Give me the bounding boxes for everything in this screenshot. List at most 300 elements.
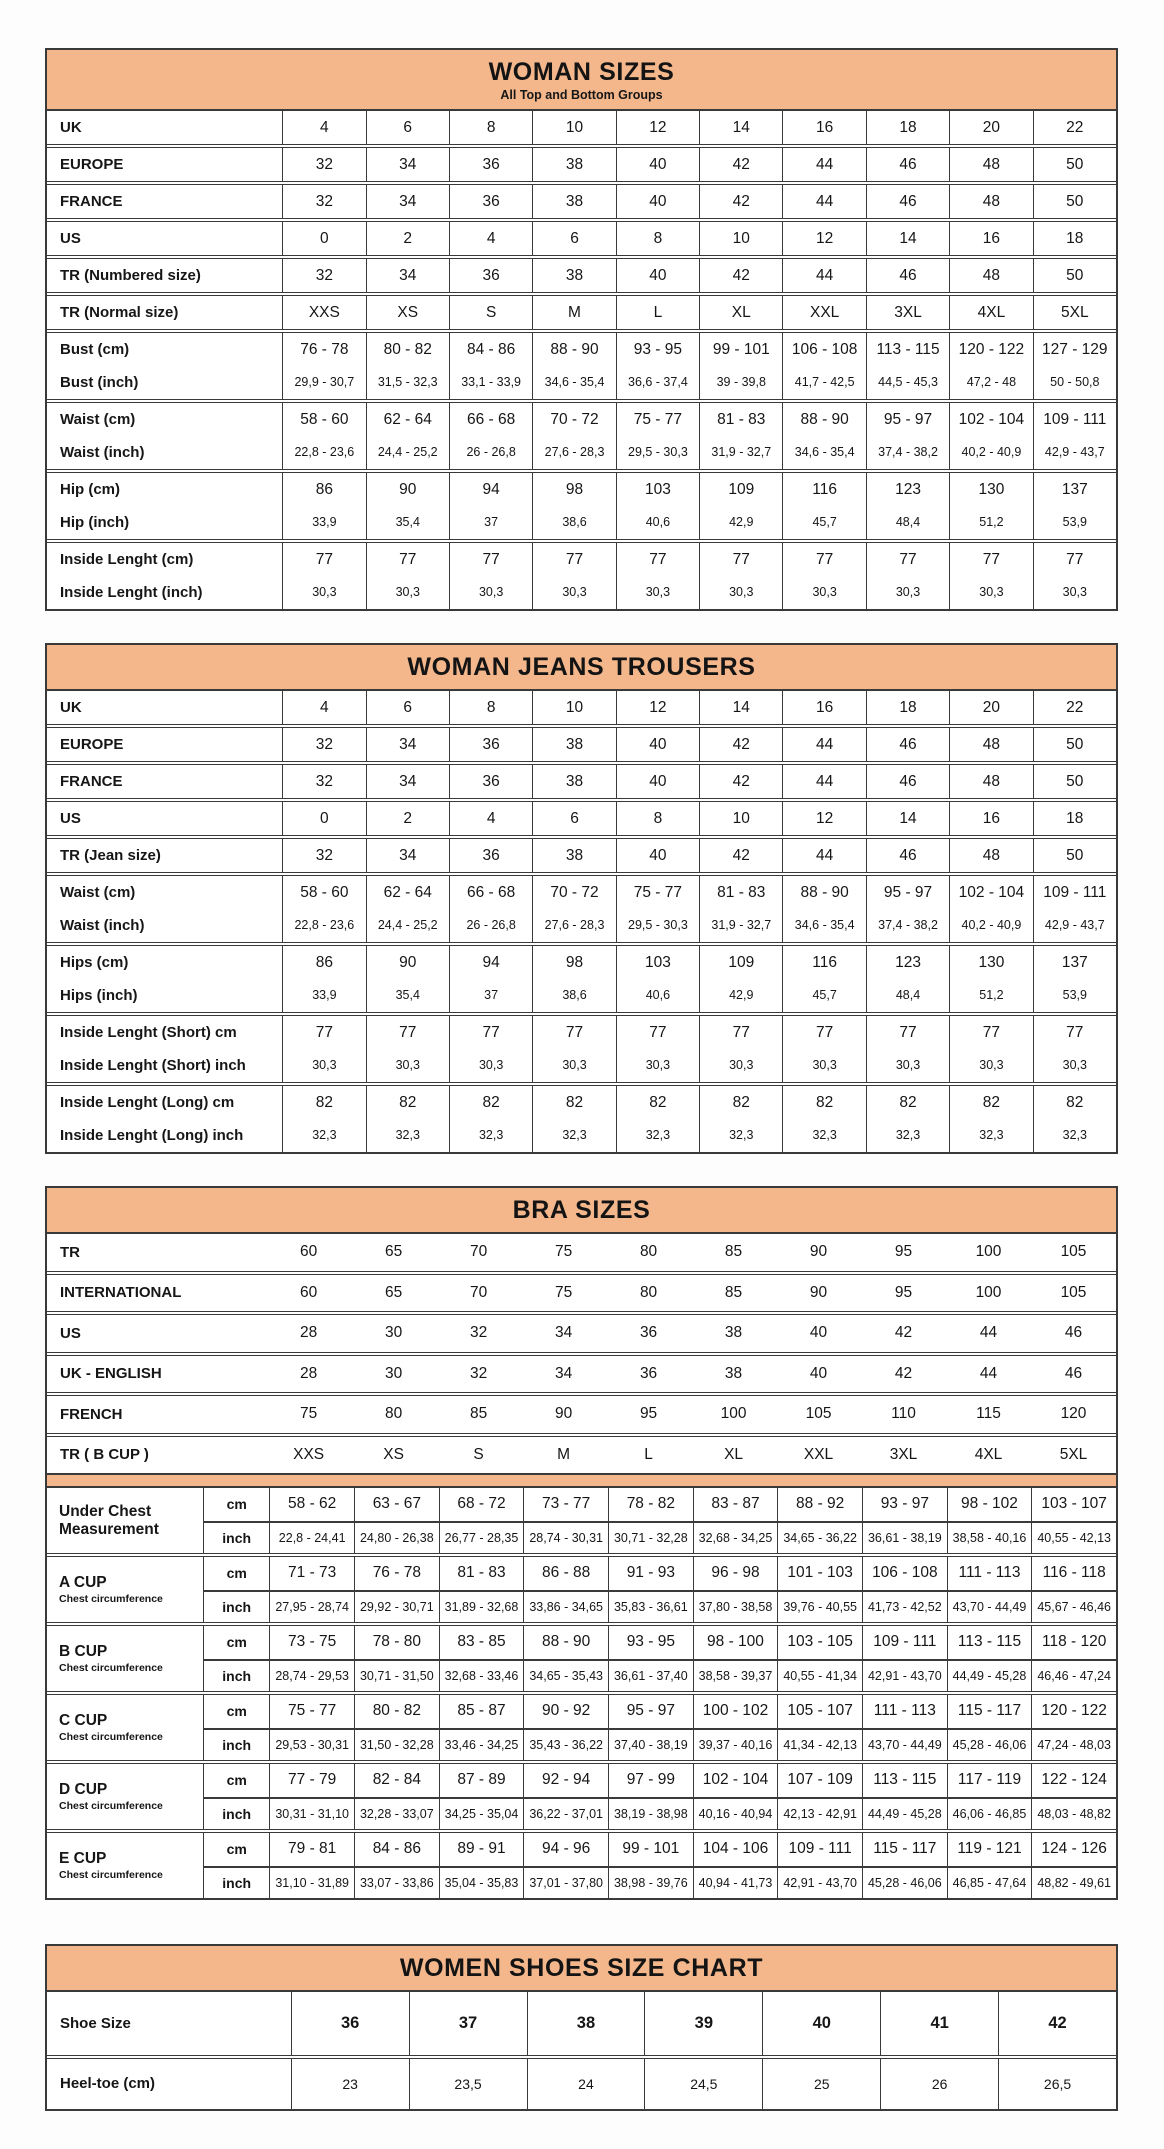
size-value-cell: 115 bbox=[976, 1405, 1001, 1423]
size-value-cell: 0 bbox=[282, 222, 365, 255]
row-group bbox=[47, 1433, 1116, 1474]
size-value-cell: 40 bbox=[616, 728, 699, 761]
size-value-cell: 103 - 105 bbox=[777, 1626, 862, 1659]
size-value-cell: 16 bbox=[949, 222, 1032, 255]
size-value-cell: 36 bbox=[449, 259, 532, 292]
size-value-cell: 70 bbox=[469, 1243, 488, 1261]
size-value-cell: 42,9 bbox=[699, 506, 782, 539]
size-value-cell: 76 - 78 bbox=[282, 333, 365, 366]
size-value-cell: 37,4 - 38,2 bbox=[866, 909, 949, 942]
size-value-cell: 43,70 - 44,49 bbox=[862, 1728, 947, 1761]
size-value-cell: 29,5 - 30,3 bbox=[616, 436, 699, 469]
size-value-cell: 118 - 120 bbox=[1031, 1626, 1116, 1659]
size-value-cell: 66 - 68 bbox=[449, 876, 532, 909]
size-value-cell: 105 bbox=[1060, 1283, 1087, 1301]
row-label: Inside Lenght (inch) bbox=[60, 583, 203, 601]
size-value-cell: 82 bbox=[1033, 1086, 1116, 1119]
size-value-cell: 93 - 95 bbox=[608, 1626, 693, 1659]
size-chart-page bbox=[45, 48, 1118, 2111]
size-value-cell: 23 bbox=[291, 2059, 409, 2109]
unit-label: cm bbox=[203, 1695, 269, 1728]
row-group bbox=[47, 1392, 1116, 1433]
size-value-cell: 90 bbox=[366, 473, 449, 506]
size-value-cell: 38 bbox=[724, 1324, 743, 1342]
size-value-cell: 82 bbox=[282, 1086, 365, 1119]
row-group bbox=[47, 1352, 1116, 1393]
size-value-cell: 45,28 - 46,06 bbox=[862, 1866, 947, 1899]
size-value-cell: 6 bbox=[366, 691, 449, 724]
size-value-cell: 18 bbox=[1033, 222, 1116, 255]
table-banner bbox=[47, 1188, 1116, 1234]
size-value-cell: 32,3 bbox=[866, 1119, 949, 1152]
size-value-cell: 30,3 bbox=[949, 576, 1032, 609]
row-label: Waist (inch) bbox=[60, 443, 145, 461]
cup-row-group bbox=[47, 1691, 1116, 1760]
row-label: TR bbox=[60, 1243, 80, 1261]
size-value-cell: 77 bbox=[699, 543, 782, 576]
size-value-cell: 36,61 - 37,40 bbox=[608, 1659, 693, 1692]
size-value-cell: 77 bbox=[366, 1016, 449, 1049]
cup-sublabel: Chest circumference bbox=[59, 1661, 163, 1674]
size-value-cell: 36 bbox=[291, 1992, 409, 2055]
size-value-cell: 51,2 bbox=[949, 979, 1032, 1012]
size-value-cell: 43,70 - 44,49 bbox=[947, 1590, 1032, 1623]
size-value-cell: 44 bbox=[782, 148, 865, 181]
size-value-cell: 40,16 - 40,94 bbox=[693, 1797, 778, 1830]
size-value-cell: 33,9 bbox=[282, 506, 365, 539]
size-value-cell: 105 - 107 bbox=[777, 1695, 862, 1728]
size-value-cell: 79 - 81 bbox=[269, 1833, 354, 1866]
cup-label-cell bbox=[47, 1557, 203, 1622]
size-value-cell: 47,24 - 48,03 bbox=[1031, 1728, 1116, 1761]
size-value-cell: 30,3 bbox=[699, 576, 782, 609]
size-value-cell: 99 - 101 bbox=[608, 1833, 693, 1866]
size-value-cell: 37,4 - 38,2 bbox=[866, 436, 949, 469]
cup-label-cell bbox=[47, 1626, 203, 1691]
cup-row-group bbox=[47, 1760, 1116, 1829]
size-value-cell: 41,73 - 42,52 bbox=[862, 1590, 947, 1623]
size-value-cell: 75 bbox=[554, 1243, 573, 1261]
size-value-cell: 85 bbox=[724, 1283, 743, 1301]
row-label: US bbox=[60, 229, 81, 247]
size-value-cell: 104 - 106 bbox=[693, 1833, 778, 1866]
size-value-cell: 85 - 87 bbox=[439, 1695, 524, 1728]
size-value-cell: 30 bbox=[384, 1364, 403, 1382]
size-value-cell: 37,01 - 37,80 bbox=[523, 1866, 608, 1899]
size-value-cell: 34 bbox=[554, 1324, 573, 1342]
size-value-cell: 12 bbox=[616, 691, 699, 724]
size-value-cell: 96 - 98 bbox=[693, 1557, 778, 1590]
size-value-cell: 2 bbox=[366, 222, 449, 255]
size-value-cell: 32,3 bbox=[532, 1119, 615, 1152]
size-value-cell: 40,94 - 41,73 bbox=[693, 1866, 778, 1899]
size-value-cell: 50 - 50,8 bbox=[1033, 366, 1116, 399]
size-value-cell: 38 bbox=[527, 1992, 645, 2055]
size-value-cell: 85 bbox=[469, 1405, 488, 1423]
size-value-cell: 40,2 - 40,9 bbox=[949, 436, 1032, 469]
row-label: Inside Lenght (cm) bbox=[60, 550, 194, 568]
size-value-cell: 115 - 117 bbox=[862, 1833, 947, 1866]
table-banner bbox=[47, 645, 1116, 691]
size-value-cell: 88 - 90 bbox=[782, 876, 865, 909]
unit-label: inch bbox=[203, 1590, 269, 1623]
row-group bbox=[47, 872, 1116, 942]
unit-label: cm bbox=[203, 1626, 269, 1659]
row-label: TR (Numbered size) bbox=[60, 266, 201, 284]
size-value-cell: 38 bbox=[532, 765, 615, 798]
row-group bbox=[47, 111, 1116, 144]
size-value-cell: 77 - 79 bbox=[269, 1764, 354, 1797]
row-label: UK bbox=[60, 118, 82, 136]
size-value-cell: 44 bbox=[782, 728, 865, 761]
row-label: FRANCE bbox=[60, 192, 123, 210]
size-value-cell: 18 bbox=[866, 111, 949, 144]
size-value-cell: 40 bbox=[616, 185, 699, 218]
row-group bbox=[47, 761, 1116, 798]
cup-label: D CUP bbox=[59, 1781, 108, 1799]
size-value-cell: 34 bbox=[366, 765, 449, 798]
size-value-cell: 44 bbox=[782, 185, 865, 218]
size-value-cell: 60 bbox=[300, 1283, 318, 1301]
size-value-cell: 50 bbox=[1033, 728, 1116, 761]
size-value-cell: 127 - 129 bbox=[1033, 333, 1116, 366]
size-value-cell: 36 bbox=[639, 1324, 658, 1342]
size-value-cell: 30,3 bbox=[449, 576, 532, 609]
unit-label: inch bbox=[203, 1521, 269, 1554]
size-value-cell: 77 bbox=[866, 543, 949, 576]
unit-label: inch bbox=[203, 1797, 269, 1830]
size-value-cell: 46 bbox=[866, 839, 949, 872]
size-value-cell: 77 bbox=[782, 543, 865, 576]
size-value-cell: 83 - 87 bbox=[693, 1488, 778, 1521]
size-value-cell: 97 - 99 bbox=[608, 1764, 693, 1797]
size-value-cell: 103 - 107 bbox=[1031, 1488, 1116, 1521]
size-value-cell: 116 bbox=[782, 473, 865, 506]
cup-sublabel: Chest circumference bbox=[59, 1730, 163, 1743]
unit-label: cm bbox=[203, 1764, 269, 1797]
size-value-cell: 5XL bbox=[1033, 296, 1116, 329]
size-value-cell: 48 bbox=[949, 728, 1032, 761]
size-value-cell: 4 bbox=[282, 691, 365, 724]
size-value-cell: 46,46 - 47,24 bbox=[1031, 1659, 1116, 1692]
row-label: Hip (cm) bbox=[60, 480, 120, 498]
size-value-cell: 50 bbox=[1033, 765, 1116, 798]
size-value-cell: 32 bbox=[282, 259, 365, 292]
size-value-cell: 113 - 115 bbox=[862, 1764, 947, 1797]
size-value-cell: 29,92 - 30,71 bbox=[354, 1590, 439, 1623]
size-value-cell: 27,95 - 28,74 bbox=[269, 1590, 354, 1623]
size-value-cell: XL bbox=[724, 1445, 744, 1463]
size-value-cell: 123 bbox=[866, 473, 949, 506]
table-title: BRA SIZES bbox=[512, 1196, 651, 1224]
size-value-cell: 33,07 - 33,86 bbox=[354, 1866, 439, 1899]
size-value-cell: 38 bbox=[532, 185, 615, 218]
size-value-cell: 106 - 108 bbox=[782, 333, 865, 366]
size-value-cell: 29,5 - 30,3 bbox=[616, 909, 699, 942]
size-value-cell: M bbox=[557, 1445, 571, 1463]
size-value-cell: 95 bbox=[639, 1405, 658, 1423]
size-value-cell: 40 bbox=[616, 148, 699, 181]
size-value-cell: 48,4 bbox=[866, 506, 949, 539]
row-group bbox=[47, 1082, 1116, 1152]
size-value-cell: 0 bbox=[282, 802, 365, 835]
size-value-cell: 42,9 - 43,7 bbox=[1033, 436, 1116, 469]
cup-label-cell bbox=[47, 1695, 203, 1760]
size-value-cell: 45,67 - 46,46 bbox=[1031, 1590, 1116, 1623]
size-value-cell: 36,22 - 37,01 bbox=[523, 1797, 608, 1830]
size-value-cell: 40,55 - 41,34 bbox=[777, 1659, 862, 1692]
size-value-cell: 70 bbox=[469, 1283, 488, 1301]
size-value-cell: 84 - 86 bbox=[354, 1833, 439, 1866]
size-value-cell: 20 bbox=[949, 111, 1032, 144]
row-label: FRANCE bbox=[60, 772, 123, 790]
table-subtitle: All Top and Bottom Groups bbox=[500, 88, 663, 102]
size-value-cell: 95 - 97 bbox=[608, 1695, 693, 1728]
row-label: UK - ENGLISH bbox=[60, 1365, 162, 1383]
size-value-cell: S bbox=[449, 296, 532, 329]
size-value-cell: 65 bbox=[384, 1243, 403, 1261]
size-value-cell: 35,04 - 35,83 bbox=[439, 1866, 524, 1899]
row-label: TR ( B CUP ) bbox=[60, 1446, 149, 1464]
size-value-cell: 53,9 bbox=[1033, 506, 1116, 539]
size-value-cell: 14 bbox=[699, 691, 782, 724]
size-value-cell: 32,3 bbox=[1033, 1119, 1116, 1152]
row-label: Heel-toe (cm) bbox=[60, 2075, 156, 2093]
size-value-cell: 44,49 - 45,28 bbox=[947, 1659, 1032, 1692]
size-value-cell: 26,77 - 28,35 bbox=[439, 1521, 524, 1554]
cup-label: C CUP bbox=[59, 1712, 108, 1730]
size-value-cell: 34,6 - 35,4 bbox=[782, 436, 865, 469]
size-value-cell: 117 - 119 bbox=[947, 1764, 1032, 1797]
row-group bbox=[47, 329, 1116, 399]
size-value-cell: 42,9 bbox=[699, 979, 782, 1012]
size-value-cell: 22 bbox=[1033, 691, 1116, 724]
unit-label: cm bbox=[203, 1557, 269, 1590]
size-value-cell: 36 bbox=[449, 148, 532, 181]
size-value-cell: 32 bbox=[282, 728, 365, 761]
size-value-cell: 32,3 bbox=[699, 1119, 782, 1152]
size-value-cell: 31,10 - 31,89 bbox=[269, 1866, 354, 1899]
unit-label: inch bbox=[203, 1728, 269, 1761]
size-value-cell: 37,80 - 38,58 bbox=[693, 1590, 778, 1623]
size-value-cell: 38 bbox=[532, 148, 615, 181]
row-label: EUROPE bbox=[60, 155, 124, 173]
size-value-cell: 40 bbox=[616, 765, 699, 798]
size-value-cell: 100 bbox=[975, 1243, 1002, 1261]
size-value-cell: 44,5 - 45,3 bbox=[866, 366, 949, 399]
size-value-cell: 94 bbox=[449, 946, 532, 979]
size-value-cell: 36 bbox=[639, 1364, 658, 1382]
size-value-cell: 18 bbox=[866, 691, 949, 724]
row-group bbox=[47, 144, 1116, 181]
size-value-cell: 88 - 92 bbox=[777, 1488, 862, 1521]
size-value-cell: 30,31 - 31,10 bbox=[269, 1797, 354, 1830]
size-value-cell: 71 - 73 bbox=[269, 1557, 354, 1590]
size-value-cell: 110 bbox=[891, 1405, 916, 1423]
women-shoes-size-chart-table bbox=[45, 1944, 1118, 2111]
size-value-cell: 78 - 80 bbox=[354, 1626, 439, 1659]
size-value-cell: 98 bbox=[532, 946, 615, 979]
size-value-cell: 2 bbox=[366, 802, 449, 835]
size-value-cell: 30,3 bbox=[699, 1049, 782, 1082]
size-value-cell: 41 bbox=[880, 1992, 998, 2055]
size-value-cell: 28,74 - 29,53 bbox=[269, 1659, 354, 1692]
size-value-cell: 58 - 62 bbox=[269, 1488, 354, 1521]
size-value-cell: 30,3 bbox=[282, 1049, 365, 1082]
table-title: WOMAN JEANS TROUSERS bbox=[407, 653, 756, 681]
row-label: Hips (cm) bbox=[60, 953, 129, 971]
size-value-cell: 30,3 bbox=[782, 1049, 865, 1082]
size-value-cell: 12 bbox=[616, 111, 699, 144]
row-group bbox=[47, 292, 1116, 329]
size-value-cell: 90 - 92 bbox=[523, 1695, 608, 1728]
row-label: Inside Lenght (Long) cm bbox=[60, 1093, 235, 1111]
row-label: Waist (cm) bbox=[60, 410, 136, 428]
row-label: Hip (inch) bbox=[60, 513, 130, 531]
size-value-cell: 36 bbox=[449, 765, 532, 798]
size-value-cell: 63 - 67 bbox=[354, 1488, 439, 1521]
size-value-cell: 46 bbox=[866, 765, 949, 798]
size-value-cell: 24,5 bbox=[644, 2059, 762, 2109]
size-value-cell: 48,4 bbox=[866, 979, 949, 1012]
cup-label: Under Chest Measurement bbox=[59, 1502, 159, 1538]
size-value-cell: 77 bbox=[449, 543, 532, 576]
size-value-cell: 77 bbox=[1033, 543, 1116, 576]
size-value-cell: 88 - 90 bbox=[532, 333, 615, 366]
size-value-cell: 38,6 bbox=[532, 506, 615, 539]
size-value-cell: 46 bbox=[1064, 1324, 1083, 1342]
size-value-cell: 37 bbox=[449, 506, 532, 539]
row-label: EUROPE bbox=[60, 735, 124, 753]
size-value-cell: 86 bbox=[282, 473, 365, 506]
size-value-cell: 40 bbox=[809, 1364, 828, 1382]
size-value-cell: 46,06 - 46,85 bbox=[947, 1797, 1032, 1830]
size-value-cell: 77 bbox=[282, 543, 365, 576]
size-value-cell: 42 bbox=[699, 765, 782, 798]
size-value-cell: 38 bbox=[724, 1364, 743, 1382]
size-value-cell: 68 - 72 bbox=[439, 1488, 524, 1521]
size-value-cell: 77 bbox=[532, 1016, 615, 1049]
size-value-cell: 77 bbox=[949, 543, 1032, 576]
size-value-cell: 30,3 bbox=[449, 1049, 532, 1082]
size-value-cell: 30,3 bbox=[1033, 1049, 1116, 1082]
size-value-cell: 44 bbox=[782, 839, 865, 872]
size-value-cell: 76 - 78 bbox=[354, 1557, 439, 1590]
row-label: UK bbox=[60, 698, 82, 716]
size-value-cell: 80 - 82 bbox=[366, 333, 449, 366]
size-value-cell: 50 bbox=[1033, 185, 1116, 218]
size-value-cell: 42 bbox=[699, 148, 782, 181]
size-value-cell: 45,7 bbox=[782, 506, 865, 539]
size-value-cell: 6 bbox=[366, 111, 449, 144]
size-value-cell: 102 - 104 bbox=[693, 1764, 778, 1797]
size-value-cell: 46 bbox=[866, 728, 949, 761]
size-value-cell: 20 bbox=[949, 691, 1032, 724]
size-value-cell: 115 - 117 bbox=[947, 1695, 1032, 1728]
size-value-cell: 22,8 - 23,6 bbox=[282, 436, 365, 469]
cup-label-cell bbox=[47, 1833, 203, 1898]
table-title: WOMEN SHOES SIZE CHART bbox=[399, 1954, 764, 1982]
size-value-cell: 14 bbox=[866, 802, 949, 835]
size-value-cell: 36 bbox=[449, 839, 532, 872]
size-value-cell: 83 - 85 bbox=[439, 1626, 524, 1659]
size-value-cell: 34,25 - 35,04 bbox=[439, 1797, 524, 1830]
size-value-cell: 81 - 83 bbox=[439, 1557, 524, 1590]
size-value-cell: 42,13 - 42,91 bbox=[777, 1797, 862, 1830]
size-value-cell: 75 bbox=[300, 1405, 318, 1423]
size-value-cell: 38 bbox=[532, 839, 615, 872]
size-value-cell: 4XL bbox=[974, 1445, 1003, 1463]
size-value-cell: 80 - 82 bbox=[354, 1695, 439, 1728]
size-value-cell: 77 bbox=[949, 1016, 1032, 1049]
row-group bbox=[47, 1234, 1116, 1271]
size-value-cell: 37,40 - 38,19 bbox=[608, 1728, 693, 1761]
size-value-cell: 29,53 - 30,31 bbox=[269, 1728, 354, 1761]
size-value-cell: 90 bbox=[809, 1243, 828, 1261]
size-value-cell: 102 - 104 bbox=[949, 876, 1032, 909]
size-value-cell: 48 bbox=[949, 185, 1032, 218]
size-value-cell: 24 bbox=[527, 2059, 645, 2109]
size-value-cell: 32,3 bbox=[616, 1119, 699, 1152]
size-value-cell: 32,68 - 33,46 bbox=[439, 1659, 524, 1692]
size-value-cell: 12 bbox=[782, 222, 865, 255]
row-group bbox=[47, 255, 1116, 292]
size-value-cell: 16 bbox=[782, 691, 865, 724]
size-value-cell: 14 bbox=[699, 111, 782, 144]
size-value-cell: S bbox=[473, 1445, 484, 1463]
size-value-cell: 42 bbox=[699, 259, 782, 292]
size-value-cell: 42,9 - 43,7 bbox=[1033, 909, 1116, 942]
size-value-cell: 103 bbox=[616, 946, 699, 979]
size-value-cell: 44,49 - 45,28 bbox=[862, 1797, 947, 1830]
size-value-cell: 30,3 bbox=[366, 576, 449, 609]
size-value-cell: 30,3 bbox=[532, 576, 615, 609]
size-value-cell: 113 - 115 bbox=[947, 1626, 1032, 1659]
size-value-cell: 10 bbox=[699, 802, 782, 835]
size-value-cell: 94 bbox=[449, 473, 532, 506]
size-value-cell: 62 - 64 bbox=[366, 403, 449, 436]
row-group bbox=[47, 1992, 1116, 2055]
size-value-cell: 48,03 - 48,82 bbox=[1031, 1797, 1116, 1830]
size-value-cell: 34,65 - 36,22 bbox=[777, 1521, 862, 1554]
cup-row-group bbox=[47, 1622, 1116, 1691]
size-value-cell: 30,3 bbox=[366, 1049, 449, 1082]
size-value-cell: 42 bbox=[699, 728, 782, 761]
size-value-cell: 77 bbox=[782, 1016, 865, 1049]
size-value-cell: 123 bbox=[866, 946, 949, 979]
size-value-cell: 16 bbox=[782, 111, 865, 144]
size-value-cell: 48 bbox=[949, 839, 1032, 872]
size-value-cell: 30,3 bbox=[782, 576, 865, 609]
size-value-cell: 70 - 72 bbox=[532, 403, 615, 436]
size-value-cell: 38,98 - 39,76 bbox=[608, 1866, 693, 1899]
size-value-cell: 30,3 bbox=[866, 1049, 949, 1082]
size-value-cell: 48 bbox=[949, 259, 1032, 292]
size-value-cell: 39 - 39,8 bbox=[699, 366, 782, 399]
size-value-cell: 109 - 111 bbox=[777, 1833, 862, 1866]
size-value-cell: 98 bbox=[532, 473, 615, 506]
size-value-cell: 32 bbox=[469, 1364, 488, 1382]
size-value-cell: 34 bbox=[366, 185, 449, 218]
size-value-cell: 34 bbox=[554, 1364, 573, 1382]
size-value-cell: 33,1 - 33,9 bbox=[449, 366, 532, 399]
row-group bbox=[47, 218, 1116, 255]
size-value-cell: 94 - 96 bbox=[523, 1833, 608, 1866]
size-value-cell: 88 - 90 bbox=[523, 1626, 608, 1659]
size-value-cell: 106 - 108 bbox=[862, 1557, 947, 1590]
cup-label: A CUP bbox=[59, 1574, 107, 1592]
row-label: Bust (cm) bbox=[60, 340, 130, 358]
